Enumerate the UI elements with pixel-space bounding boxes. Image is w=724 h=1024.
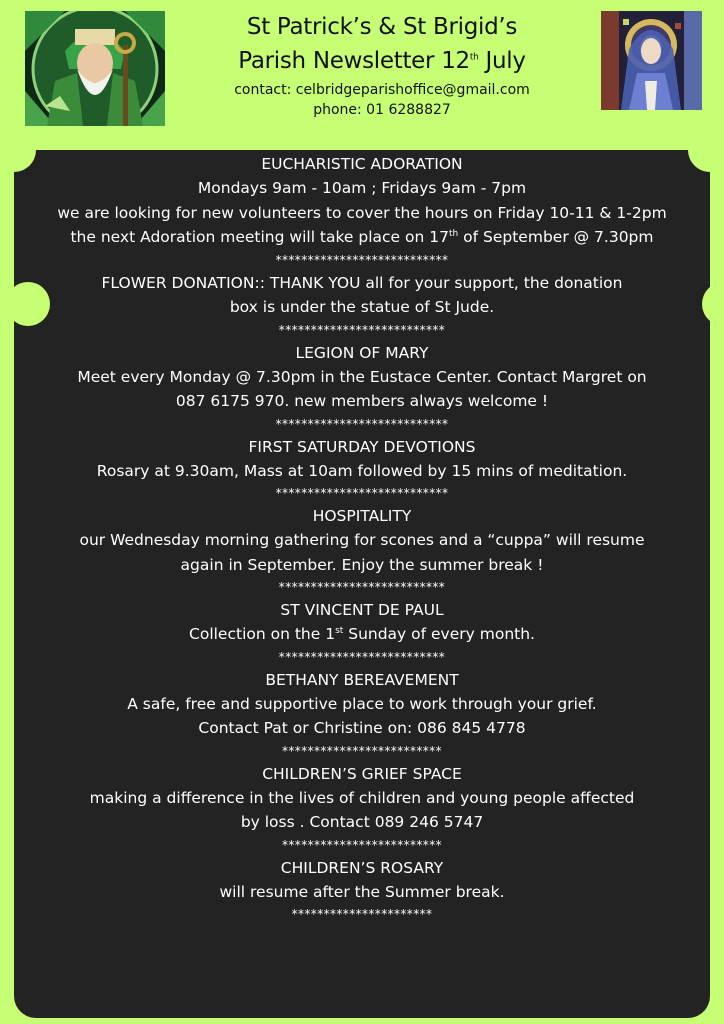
contact-phone: phone: 01 6288827 xyxy=(313,102,451,118)
section-text xyxy=(14,225,710,250)
star-divider: ************************** xyxy=(278,322,446,337)
section-title: BETHANY BEREAVEMENT xyxy=(265,670,459,689)
section-flower-donation xyxy=(14,271,710,341)
section-text-part: the next Adoration meeting will take place on 17 xyxy=(70,228,449,246)
section-text: making a difference in the lives of children and young people affected xyxy=(89,788,635,807)
section-text: Rosary at 9.30am, Mass at 10am followed by 15 mins of meditation. xyxy=(96,461,628,480)
star-divider: ************************* xyxy=(282,743,442,758)
star-divider: *************************** xyxy=(275,486,449,500)
section-text-part: of September @ 7.30pm xyxy=(458,228,654,246)
st-brigid-stained-glass-image xyxy=(601,11,702,110)
section-title: CHILDREN’S ROSARY xyxy=(280,858,444,877)
section-title: CHILDREN’S GRIEF SPACE xyxy=(262,764,462,783)
section-st-vincent-de-paul xyxy=(14,598,710,668)
section-text: will resume after the Summer break. xyxy=(219,882,505,901)
section-childrens-rosary xyxy=(14,856,710,926)
newsletter-title-line1: St Patrick’s & St Brigid’s xyxy=(246,14,518,40)
section-title: EUCHARISTIC ADORATION xyxy=(261,155,463,173)
title-line2-superscript: th xyxy=(469,52,479,63)
section-text: Meet every Monday @ 7.30pm in the Eustace Center. Contact Margret on xyxy=(77,367,647,386)
section-title: FIRST SATURDAY DEVOTIONS xyxy=(248,437,476,456)
st-patrick-stained-glass-image xyxy=(25,11,165,126)
section-first-saturday-devotions xyxy=(14,435,710,505)
section-text-superscript: st xyxy=(335,625,344,636)
star-divider: ************************** xyxy=(278,649,446,664)
section-text: FLOWER DONATION:: THANK YOU all for your support, the donation xyxy=(101,273,623,292)
section-title: LEGION OF MARY xyxy=(295,343,429,362)
star-divider: ************************* xyxy=(282,837,442,852)
newsletter-header xyxy=(0,0,724,150)
section-text-part: Collection on the 1 xyxy=(189,625,336,643)
section-childrens-grief-space xyxy=(14,762,710,856)
section-text: box is under the statue of St Jude. xyxy=(229,298,495,316)
title-line2-text: Parish Newsletter 12 xyxy=(238,48,470,74)
star-divider: *************************** xyxy=(275,416,449,431)
section-title: HOSPITALITY xyxy=(312,507,412,525)
star-divider: *************************** xyxy=(275,252,449,267)
contact-email: contact: celbridgeparishoffice@gmail.com xyxy=(234,82,530,98)
section-legion-of-mary xyxy=(14,341,710,435)
section-hospitality xyxy=(14,504,710,598)
section-text: again in September. Enjoy the summer break ! xyxy=(180,555,544,574)
section-text: Contact Pat or Christine on: 086 845 4778 xyxy=(198,719,526,737)
section-title: ST VINCENT DE PAUL xyxy=(280,601,444,619)
section-text: 087 6175 970. new members always welcome ! xyxy=(175,392,549,410)
section-text: by loss . Contact 089 246 5747 xyxy=(240,813,484,831)
section-bethany-bereavement xyxy=(14,668,710,762)
section-text: A safe, free and supportive place to work through your grief. xyxy=(127,694,597,713)
star-divider: ************************** xyxy=(278,580,446,594)
header-text-block xyxy=(170,10,594,120)
title-line2-month: July xyxy=(478,48,526,74)
section-eucharistic-adoration xyxy=(14,152,710,271)
newsletter-title-line2 xyxy=(170,44,594,78)
section-text: Mondays 9am - 10am ; Fridays 9am - 7pm xyxy=(197,179,527,197)
section-text-superscript: th xyxy=(448,228,459,239)
section-text: we are looking for new volunteers to cover the hours on Friday 10-11 & 1-2pm xyxy=(57,203,667,222)
star-divider: ********************** xyxy=(291,907,433,921)
section-text xyxy=(14,622,710,647)
section-text-part: Sunday of every month. xyxy=(343,625,535,643)
announcements-content xyxy=(14,152,710,925)
section-text: our Wednesday morning gathering for scones and a “cuppa” will resume xyxy=(79,531,645,549)
